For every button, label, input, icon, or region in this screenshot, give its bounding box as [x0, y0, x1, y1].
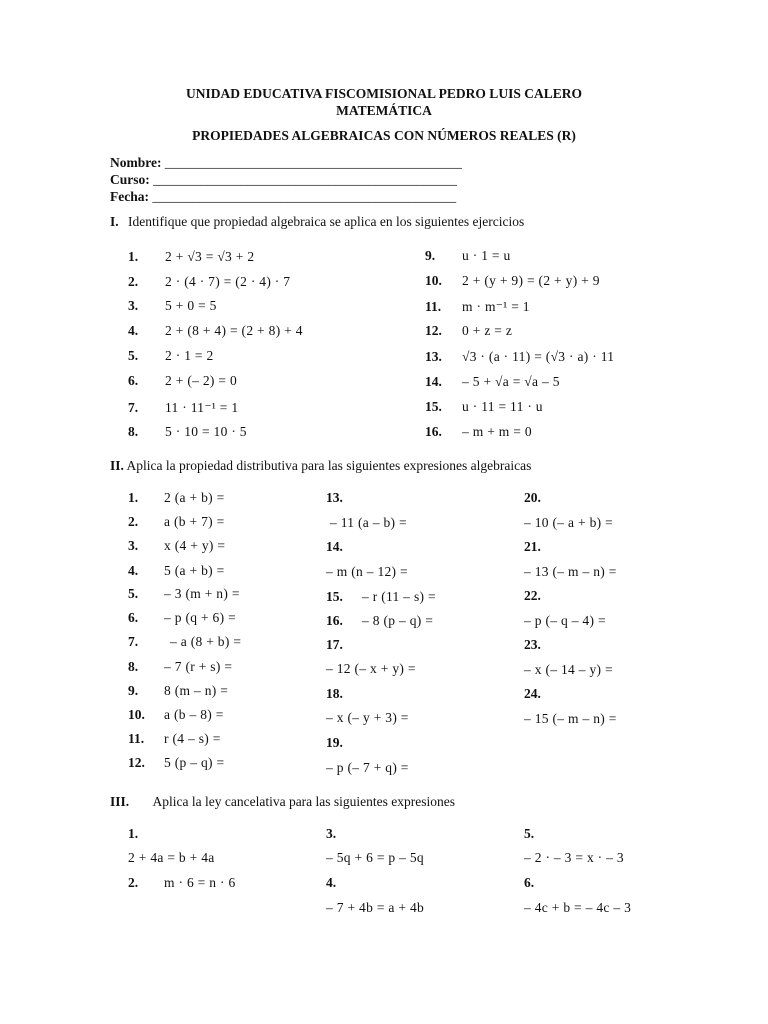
- s1-item-number: 8.: [128, 424, 139, 439]
- s3-item-expression: – 5q + 6 = p – 5q: [326, 850, 424, 865]
- section-2-heading: [110, 458, 531, 474]
- s1-item-expression: 2 + (y + 9) = (2 + y) + 9: [462, 273, 600, 288]
- s2-item-expression: – m (n – 12) =: [326, 564, 408, 579]
- s2-item-expression: – r (11 – s) =: [362, 589, 436, 604]
- s1-item-expression: – 5 + √a = √a – 5: [462, 374, 560, 389]
- s2-item-expression: – x (– y + 3) =: [326, 710, 409, 725]
- section-3-heading: [110, 794, 455, 810]
- date-label: Fecha:: [110, 189, 149, 204]
- section-1-heading: [110, 214, 524, 230]
- section-1-number: I.: [110, 214, 119, 229]
- s1-item-number: 2.: [128, 274, 139, 289]
- s2-item-expression: x (4 + y) =: [164, 538, 226, 553]
- s3-item-number: 1.: [128, 826, 139, 841]
- s2-item-number: 8.: [128, 659, 139, 674]
- section-2-instruction: Aplica la propiedad distributiva para las siguientes expresiones algebraicas: [126, 458, 532, 473]
- s1-item-expression: 2 · 1 = 2: [165, 348, 214, 363]
- s2-item-number: 17.: [326, 637, 343, 652]
- s1-item-expression: 5 + 0 = 5: [165, 298, 217, 313]
- s2-item-number: 7.: [128, 634, 139, 649]
- s2-item-number: 14.: [326, 539, 343, 554]
- s2-item-number: 22.: [524, 588, 541, 603]
- s2-item-number: 18.: [326, 686, 343, 701]
- s2-item-expression: – 8 (p – q) =: [362, 613, 434, 628]
- s3-item-expression: – 7 + 4b = a + 4b: [326, 900, 425, 915]
- section-3-number: III.: [110, 794, 130, 809]
- s2-item-expression: – 7 (r + s) =: [164, 659, 233, 674]
- s2-item-expression: – 13 (– m – n) =: [524, 564, 617, 579]
- s1-item-number: 14.: [425, 374, 442, 389]
- s1-item-number: 3.: [128, 298, 139, 313]
- section-1-instruction: Identifique que propiedad algebraica se aplica en los siguientes ejercicios: [128, 214, 525, 229]
- s2-item-expression: 5 (p – q) =: [164, 755, 225, 770]
- s1-item-number: 9.: [425, 248, 436, 263]
- s3-item-expression: – 2 · – 3 = x · – 3: [524, 850, 624, 865]
- s1-item-number: 6.: [128, 373, 139, 388]
- s2-item-number: 3.: [128, 538, 139, 553]
- s3-item-number: 6.: [524, 875, 535, 890]
- s3-item-number: 2.: [128, 875, 139, 890]
- s2-item-expression: r (4 – s) =: [164, 731, 221, 746]
- s1-item-number: 15.: [425, 399, 442, 414]
- s3-item-number: 3.: [326, 826, 337, 841]
- s1-item-expression: 0 + z = z: [462, 323, 513, 338]
- s2-item-expression: – p (q + 6) =: [164, 610, 236, 625]
- s1-item-expression: u · 11 = 11 · u: [462, 399, 543, 414]
- s2-item-expression: – 11 (a – b) =: [330, 515, 407, 530]
- s1-item-number: 13.: [425, 349, 442, 364]
- s1-item-number: 11.: [425, 299, 442, 314]
- s3-item-number: 4.: [326, 875, 337, 890]
- s2-item-expression: a (b + 7) =: [164, 514, 225, 529]
- s1-item-expression: 2 + (8 + 4) = (2 + 8) + 4: [165, 323, 303, 338]
- s1-item-expression: m · m⁻¹ = 1: [462, 299, 530, 314]
- s2-item-expression: – p (– q – 4) =: [524, 613, 606, 628]
- s2-item-expression: – p (– 7 + q) =: [326, 760, 409, 775]
- s2-item-number: 1.: [128, 490, 139, 505]
- s2-item-expression: 2 (a + b) =: [164, 490, 225, 505]
- s2-item-expression: – 10 (– a + b) =: [524, 515, 614, 530]
- date-line: _____________________________________________: [152, 189, 457, 204]
- s2-item-number: 6.: [128, 610, 139, 625]
- s1-item-number: 16.: [425, 424, 442, 439]
- date-field: [110, 189, 456, 205]
- s2-item-number: 15.: [326, 589, 343, 604]
- course-label: Curso:: [110, 172, 150, 187]
- s2-item-number: 5.: [128, 586, 139, 601]
- s2-item-expression: – 12 (– x + y) =: [326, 661, 416, 676]
- s3-item-expression: m · 6 = n · 6: [164, 875, 236, 890]
- s2-item-expression: 8 (m – n) =: [164, 683, 229, 698]
- s2-item-number: 4.: [128, 563, 139, 578]
- s1-item-expression: 11 · 11⁻¹ = 1: [165, 400, 239, 415]
- s1-item-number: 5.: [128, 348, 139, 363]
- document-title: PROPIEDADES ALGEBRAICAS CON NÚMEROS REALES (R): [192, 128, 576, 143]
- name-line: ____________________________________________: [164, 155, 462, 170]
- s1-item-number: 4.: [128, 323, 139, 338]
- s2-item-number: 21.: [524, 539, 541, 554]
- section-2-number: II.: [110, 458, 124, 473]
- s2-item-number: 23.: [524, 637, 541, 652]
- school-name: UNIDAD EDUCATIVA FISCOMISIONAL PEDRO LUIS CALERO: [186, 86, 582, 101]
- s2-item-number: 16.: [326, 613, 343, 628]
- s1-item-expression: – m + m = 0: [462, 424, 532, 439]
- s1-item-expression: u · 1 = u: [462, 248, 511, 263]
- s1-item-number: 1.: [128, 249, 139, 264]
- course-line: _____________________________________________: [153, 172, 457, 187]
- s2-item-expression: – a (8 + b) =: [170, 634, 242, 649]
- s2-item-number: 10.: [128, 707, 145, 722]
- s2-item-expression: a (b – 8) =: [164, 707, 224, 722]
- s1-item-number: 12.: [425, 323, 442, 338]
- s2-item-number: 12.: [128, 755, 145, 770]
- s2-item-number: 24.: [524, 686, 541, 701]
- s3-item-expression: 2 + 4a = b + 4a: [128, 850, 215, 865]
- s1-item-expression: 2 · (4 · 7) = (2 · 4) · 7: [165, 274, 291, 289]
- s2-item-expression: – 3 (m + n) =: [164, 586, 240, 601]
- s2-item-expression: – x (– 14 – y) =: [524, 662, 613, 677]
- s3-item-number: 5.: [524, 826, 535, 841]
- s2-item-number: 11.: [128, 731, 145, 746]
- s1-item-expression: 2 + (– 2) = 0: [165, 373, 237, 388]
- s2-item-number: 2.: [128, 514, 139, 529]
- s2-item-number: 19.: [326, 735, 343, 750]
- name-field: [110, 155, 462, 171]
- course-field: [110, 172, 457, 188]
- s1-item-number: 10.: [425, 273, 442, 288]
- s2-item-number: 20.: [524, 490, 541, 505]
- s1-item-expression: √3 · (a · 11) = (√3 · a) · 11: [462, 349, 615, 364]
- s2-item-number: 9.: [128, 683, 139, 698]
- section-3-instruction: Aplica la ley cancelativa para las siguientes expresiones: [152, 794, 456, 809]
- s1-item-expression: 5 · 10 = 10 · 5: [165, 424, 247, 439]
- s3-item-expression: – 4c + b = – 4c – 3: [524, 900, 632, 915]
- s1-item-number: 7.: [128, 400, 139, 415]
- s1-item-expression: 2 + √3 = √3 + 2: [165, 249, 255, 264]
- subject-title: MATEMÁTICA: [336, 103, 432, 118]
- s2-item-expression: – 15 (– m – n) =: [524, 711, 617, 726]
- s2-item-number: 13.: [326, 490, 343, 505]
- name-label: Nombre:: [110, 155, 162, 170]
- s2-item-expression: 5 (a + b) =: [164, 563, 225, 578]
